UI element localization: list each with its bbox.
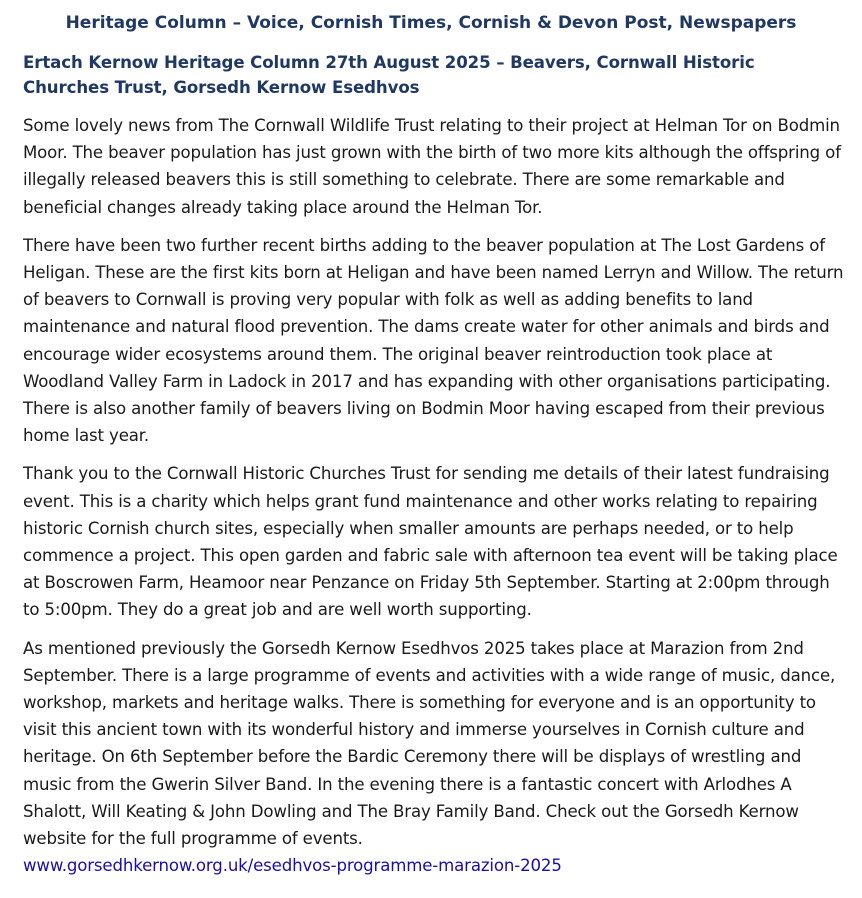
column-header: Heritage Column – Voice, Cornish Times, Cornish & Devon Post, Newspapers <box>65 13 797 33</box>
paragraph-beavers-helman-tor: Some lovely news from The Cornwall Wildlife Trust relating to their project at Helman Tor on Bodmin Moor. The beaver population has just grown with the birth of two more kits although the offspring of illegally released beavers this is still something to celebrate. There are some remarkable and beneficial changes already taking place around the Helman Tor. <box>23 116 841 217</box>
article-page <box>23 0 845 879</box>
paragraph-beavers-heligan: There have been two further recent births adding to the beaver population at The Lost Gardens of Heligan. These are the first kits born at Heligan and have been named Lerryn and Willow. The return of beavers to Cornwall is proving very popular with folk as well as adding benefits to land maintenance and natural flood prevention. The dams create water for other animals and birds and encourage wider ecosystems around them. The original beaver reintroduction took place at Woodland Valley Farm in Ladock in 2017 and has expanding with other organisations participating. There is also another family of beavers living on Bodmin Moor having escaped from their previous home last year. <box>23 235 844 446</box>
paragraph-churches-trust: Thank you to the Cornwall Historic Churches Trust for sending me details of their latest fundraising event. This is a charity which helps grant fund maintenance and other works relating to repairing historic Cornish church sites, especially when smaller amounts are perhaps needed, or to help commence a project. This open garden and fabric sale with afternoon tea event will be taking place at Boscrowen Farm, Heamoor near Penzance on Friday 5th September. Starting at 2:00pm through to 5:00pm. They do a great job and are well worth supporting. <box>23 464 838 620</box>
article-subtitle: Ertach Kernow Heritage Column 27th August 2025 – Beavers, Cornwall Historic Churches Trust, Gorsedh Kernow Esedhvos <box>23 53 755 97</box>
paragraph-gorsedh-esedhvos: As mentioned previously the Gorsedh Kernow Esedhvos 2025 takes place at Marazion from 2nd September. There is a large programme of events and activities with a wide range of music, dance, workshop, markets and heritage walks. There is something for everyone and is an opportunity to visit this ancient town with its wonderful history and immerse yourselves in Cornish culture and heritage. On 6th September before the Bardic Ceremony there will be displays of wrestling and music from the Gwerin Silver Band. In the evening there is a fantastic concert with Arlodhes A Shalott, Will Keating & John Dowling and The Bray Family Band. Check out the Gorsedh Kernow website for the full programme of events. <box>23 638 836 849</box>
gorsedh-programme-link[interactable]: www.gorsedhkernow.org.uk/esedhvos-programme-marazion-2025 <box>23 856 562 876</box>
